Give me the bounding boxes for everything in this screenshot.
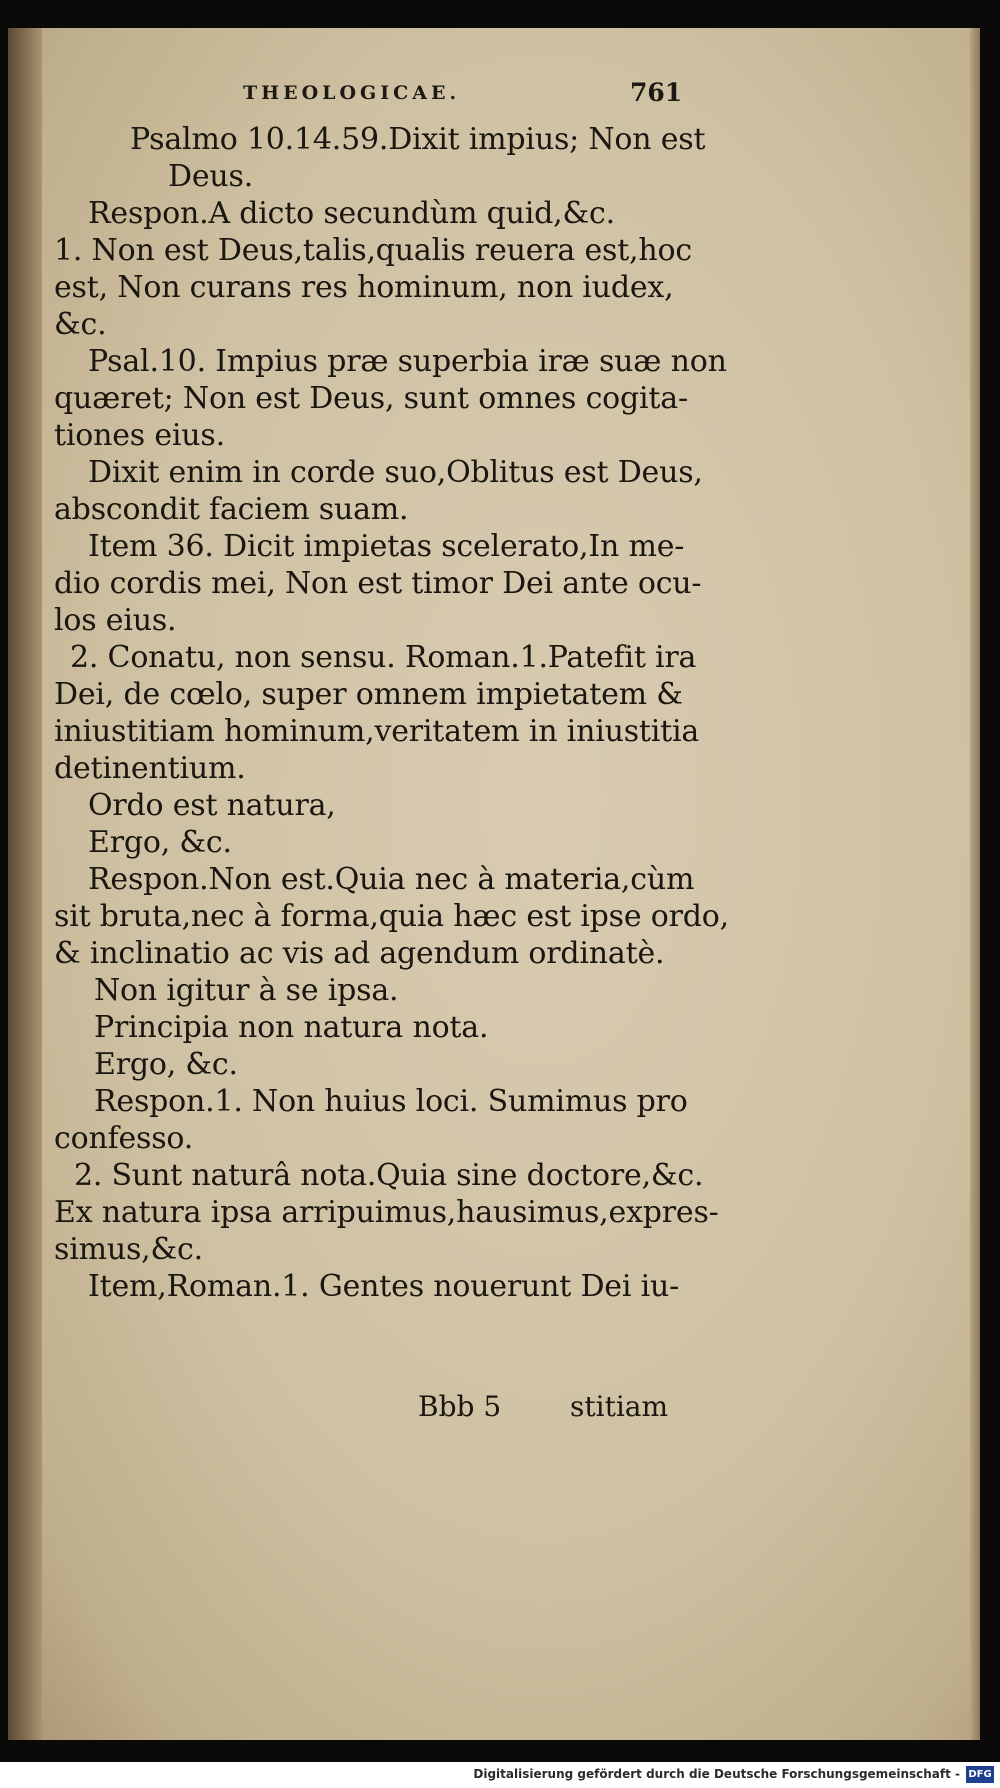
page-edge (970, 28, 980, 1740)
book-page (8, 28, 980, 1740)
text-line: Non igitur à se ipsa. (94, 973, 399, 1008)
text-line: quæret; Non est Deus, sunt omnes cogita- (54, 381, 688, 416)
text-line: Dei, de cœlo, super omnem impietatem & (54, 677, 683, 712)
page-number: 761 (630, 78, 683, 107)
text-line: sit bruta,nec à forma,quia hæc est ipse ordo, (54, 899, 729, 934)
funding-credit: Digitalisierung gefördert durch die Deutsche Forschungsgemeinschaft - (473, 1767, 960, 1781)
text-line: simus,&c. (54, 1232, 203, 1267)
signature-mark: Bbb 5 (418, 1390, 502, 1423)
book-spine (8, 28, 42, 1740)
text-line: Respon.Non est.Quia nec à materia,cùm (88, 862, 695, 897)
text-line: Deus. (168, 159, 254, 194)
catchword: stitiam (570, 1390, 669, 1423)
text-line: Principia non natura nota. (94, 1010, 489, 1045)
text-line: Item,Roman.1. Gentes nouerunt Dei iu- (88, 1269, 680, 1304)
text-line: Ergo, &c. (88, 825, 232, 860)
text-line: dio cordis mei, Non est timor Dei ante ocu- (54, 566, 702, 601)
text-line: Ex natura ipsa arripuimus,hausimus,expres- (54, 1195, 719, 1230)
text-line: Dixit enim in corde suo,Oblitus est Deus, (88, 455, 703, 490)
text-line: tiones eius. (54, 418, 225, 453)
text-line: & inclinatio ac vis ad agendum ordinatè. (54, 936, 665, 971)
text-line: abscondit faciem suam. (54, 492, 409, 527)
digitization-footer (0, 1762, 1000, 1788)
text-line: est, Non curans res hominum, non iudex, (54, 270, 674, 305)
dfg-logo-icon: DFG (966, 1766, 994, 1783)
text-line: Respon.A dicto secundùm quid,&c. (88, 196, 615, 231)
running-head: THEOLOGICAE. (243, 82, 461, 104)
text-line: 1. Non est Deus,talis,qualis reuera est,hoc (54, 233, 692, 268)
text-line: 2. Conatu, non sensu. Roman.1.Patefit ira (70, 640, 697, 675)
text-line: iniustitiam hominum,veritatem in iniustitia (54, 714, 700, 749)
text-line: Psalmo 10.14.59.Dixit impius; Non est (130, 122, 706, 157)
text-line: Item 36. Dicit impietas scelerato,In me- (88, 529, 685, 564)
text-line: Respon.1. Non huius loci. Sumimus pro (94, 1084, 688, 1119)
text-line: &c. (54, 307, 107, 342)
text-line: los eius. (54, 603, 177, 638)
text-line: Ordo est natura, (88, 788, 336, 823)
text-line: Psal.10. Impius præ superbia iræ suæ non (88, 344, 727, 379)
text-line: detinentium. (54, 751, 246, 786)
text-line: Ergo, &c. (94, 1047, 238, 1082)
text-line: 2. Sunt naturâ nota.Quia sine doctore,&c. (74, 1158, 704, 1193)
text-line: confesso. (54, 1121, 194, 1156)
